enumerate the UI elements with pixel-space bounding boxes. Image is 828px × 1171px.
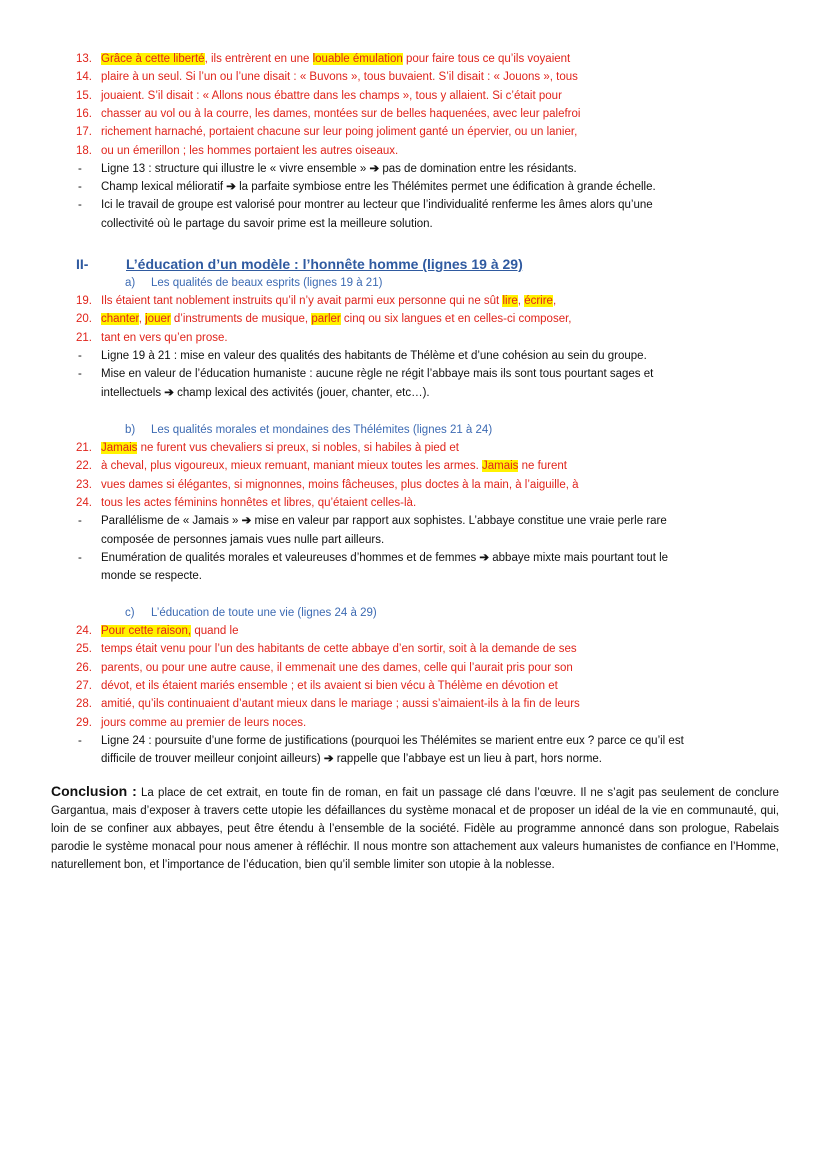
note-text [101,512,667,530]
section-title: L’éducation d’un modèle : l’honnête homme (lignes 19 à 29) [126,256,523,272]
note-segment: Ligne 19 à 21 : mise en valeur des qualités des habitants de Thélème et d’une cohésion au sein du groupe. [101,349,647,362]
bullet-dash: - [78,515,82,528]
line-text [101,494,416,512]
line-text [101,50,570,68]
note-text [101,531,384,549]
text-segment: pour faire tous ce qu’ils voyaient [402,53,571,65]
note-text [101,215,433,233]
subheading-b-title: Les qualités morales et mondaines des Thélémites (lignes 21 à 24) [151,424,493,436]
highlighted-word: Grâce à cette liberté [101,53,205,65]
note-segment: abbaye mixte mais pourtant tout le [489,551,669,564]
text-segment: d’instruments de musique, [170,313,312,326]
subheading-a-title: Les qualités de beaux esprits (lignes 19 à 21) [151,277,383,289]
arrow-icon: ➔ [323,753,334,766]
bullet-dash: - [78,349,82,362]
line-number: 26. [76,661,92,674]
line-text [101,142,398,160]
line-text [101,310,572,328]
bullet-dash: - [78,199,82,212]
text-segment: tant en vers qu’en prose. [101,331,228,344]
text-segment: , [517,295,525,307]
conclusion-text: La place de cet extrait, en toute fin de roman, en fait un passage clé dans l’œuvre. Il ne s’agit pas seulement de conclure Gargantua, mais d’exposer à travers cette utopie les défaillances du système monacal et de proposer un idéal de la vie en communauté, qui, loin de se confiner aux abbayes, peut être étendu à l’ensemble de la société. Fidèle au programme annoncé dans son prologue, Rabelais parodie le système monacal pour nous amener à réfléchir. Il nous montre son attachement aux valeurs humanistes de confiance en l’Homme, naturellement bon, et l’importance de l’éducation, bien qu’il semble limiter son utopie à la noblesse. [51,787,779,871]
line-text [101,87,562,105]
subheading-b-label: b) [125,424,136,436]
text-segment: parents, ou pour une autre cause, il emmenait une des dames, celle qui l’aurait pris pour son [101,661,573,674]
line-number: 20. [76,313,92,326]
highlighted-word: jouer [145,313,171,326]
line-number: 18. [76,144,92,157]
line-text [101,622,238,640]
subheading-c [125,604,377,622]
line-text [101,659,573,677]
note-text [101,384,430,402]
highlighted-word: Jamais [481,460,519,473]
text-segment: jours comme au premier de leurs noces. [101,716,307,729]
bullet-dash: - [78,181,82,194]
text-segment: amitié, qu’ils continuaient d’autant mieux dans le mariage ; aussi s’aimaient-ils à la fin de leurs [101,698,580,711]
subheading-a [125,274,382,292]
text-segment: chasser au vol ou à la courre, les dames, montées sur de belles haquenées, avec leur palefroi [101,107,581,120]
conclusion-paragraph [51,782,779,874]
bullet-dash: - [78,368,82,381]
text-segment: vues dames si élégantes, si mignonnes, moins fâcheuses, plus doctes à la main, à l’aiguille, à [101,478,579,491]
text-segment: quand le [191,625,239,637]
line-number: 25. [76,643,92,656]
text-segment: , ils entrèrent en une [204,53,313,65]
note-segment: difficile de trouver meilleur conjoint ailleurs) [101,753,324,766]
text-segment: jouaient. S’il disait : « Allons nous ébattre dans les champs », tous y allaient. Si c’était pour [101,89,562,102]
line-number: 16. [76,107,92,120]
highlighted-word: Jamais [101,442,138,454]
note-segment: Mise en valeur de l’éducation humaniste : aucune règle ne régit l’abbaye mais ils sont tous pourtant sages et [101,368,654,381]
line-text [101,640,577,658]
note-segment: monde se respecte. [101,570,203,583]
text-segment: tous les actes féminins honnêtes et libres, qu’étaient celles-là. [101,496,417,509]
line-text [101,329,228,347]
text-segment: ne furent vus chevaliers si preux, si nobles, si habiles à pied et [137,442,459,454]
line-number: 28. [76,698,92,711]
bullet-dash: - [78,734,82,747]
arrow-icon: ➔ [226,181,236,194]
subheading-b [125,421,492,439]
line-number: 21. [76,442,92,454]
line-number: 23. [76,478,92,491]
line-text [101,695,580,713]
highlighted-word: parler [311,313,341,326]
text-segment: plaire à un seul. Si l’un ou l’une disait : « Buvons », tous buvaient. S’il disait : « Jouons », tous [101,71,578,84]
note-text [101,732,684,750]
line-text [101,292,556,310]
line-text [101,457,567,475]
note-text [101,160,577,178]
arrow-icon: ➔ [369,162,380,175]
note-text [101,567,202,585]
note-text [101,365,653,383]
subheading-a-label: a) [125,277,136,289]
line-number: 15. [76,89,92,102]
note-segment: champ lexical des activités (jouer, chanter, etc…). [173,386,430,399]
line-number: 14. [76,71,92,84]
line-text [101,476,579,494]
note-segment: mise en valeur par rapport aux sophistes. L’abbaye constitue une vraie perle rare [251,515,667,528]
subheading-c-label: c) [125,607,135,619]
text-segment: , [138,313,146,326]
note-text [101,549,668,567]
highlighted-word: lire [502,295,518,307]
note-segment: composée de personnes jamais vues nulle part ailleurs. [101,533,385,546]
text-segment: cinq ou six langues et en celles-ci composer, [340,313,572,326]
line-number: 13. [76,53,92,65]
section-heading [76,253,523,275]
note-segment: Parallélisme de « Jamais » [101,515,242,528]
conclusion-label: Conclusion : [51,783,137,799]
bullet-dash: - [78,162,82,175]
text-segment: temps était venu pour l’un des habitants de cette abbaye d’en sortir, soit à la demande de ses [101,643,577,656]
highlighted-word: écrire [524,295,553,307]
arrow-icon: ➔ [479,551,490,564]
text-segment: , [552,295,557,307]
text-segment: dévot, et ils étaient mariés ensemble ; et ils avaient si bien vécu à Thélème en dévotion et [101,679,558,692]
line-number: 24. [76,496,92,509]
line-number: 21. [76,331,92,344]
line-number: 24. [76,625,92,637]
line-text [101,439,459,457]
note-segment: collectivité où le partage du savoir prime est la meilleure solution. [101,217,433,230]
line-text [101,714,306,732]
text-segment: ne furent [518,460,567,473]
note-segment: Ici le travail de groupe est valorisé pour montrer au lecteur que l’individualité renferme les âmes alors qu’une [101,199,653,212]
text-segment: richement harnaché, portaient chacune sur leur poing joliment ganté un épervier, ou un lanier, [101,126,578,139]
note-segment: la parfaite symbiose entre les Thélémites permet une édification à grande échelle. [235,181,656,194]
note-segment: intellectuels [101,386,165,399]
note-text [101,196,653,214]
line-number: 29. [76,716,92,729]
text-segment: à cheval, plus vigoureux, mieux remuant, maniant mieux toutes les armes. [101,460,482,473]
arrow-icon: ➔ [241,515,252,528]
bullet-dash: - [78,551,82,564]
line-number: 19. [76,295,92,307]
line-text [101,123,577,141]
highlighted-word: Pour cette raison, [101,625,192,637]
note-segment: Champ lexical mélioratif [101,181,227,194]
section-roman: II- [76,256,89,272]
note-text [101,750,602,768]
line-number: 27. [76,679,92,692]
highlighted-word: chanter [101,313,139,326]
note-segment: Ligne 24 : poursuite d’une forme de justifications (pourquoi les Thélémites se marient entre eux ? parce ce qu’il est [101,734,684,747]
line-number: 22. [76,460,92,473]
note-text [101,178,656,196]
highlighted-word: louable émulation [312,53,403,65]
line-text [101,68,578,86]
note-segment: rappelle que l’abbaye est un lieu à part, hors norme. [333,753,602,766]
note-text [101,347,647,365]
line-text [101,677,558,695]
note-segment: Enumération de qualités morales et valeureuses d’hommes et de femmes [101,551,480,564]
line-number: 17. [76,126,92,139]
text-segment: ou un émerillon ; les hommes portaient les autres oiseaux. [101,144,399,157]
subheading-c-title: L’éducation de toute une vie (lignes 24 à 29) [151,607,377,619]
arrow-icon: ➔ [164,386,174,399]
line-text [101,105,580,123]
note-segment: Ligne 13 : structure qui illustre le « vivre ensemble » [101,162,370,175]
text-segment: Ils étaient tant noblement instruits qu’il n’y avait parmi eux personne qui ne sût [101,295,503,307]
note-segment: pas de domination entre les résidants. [379,162,577,175]
